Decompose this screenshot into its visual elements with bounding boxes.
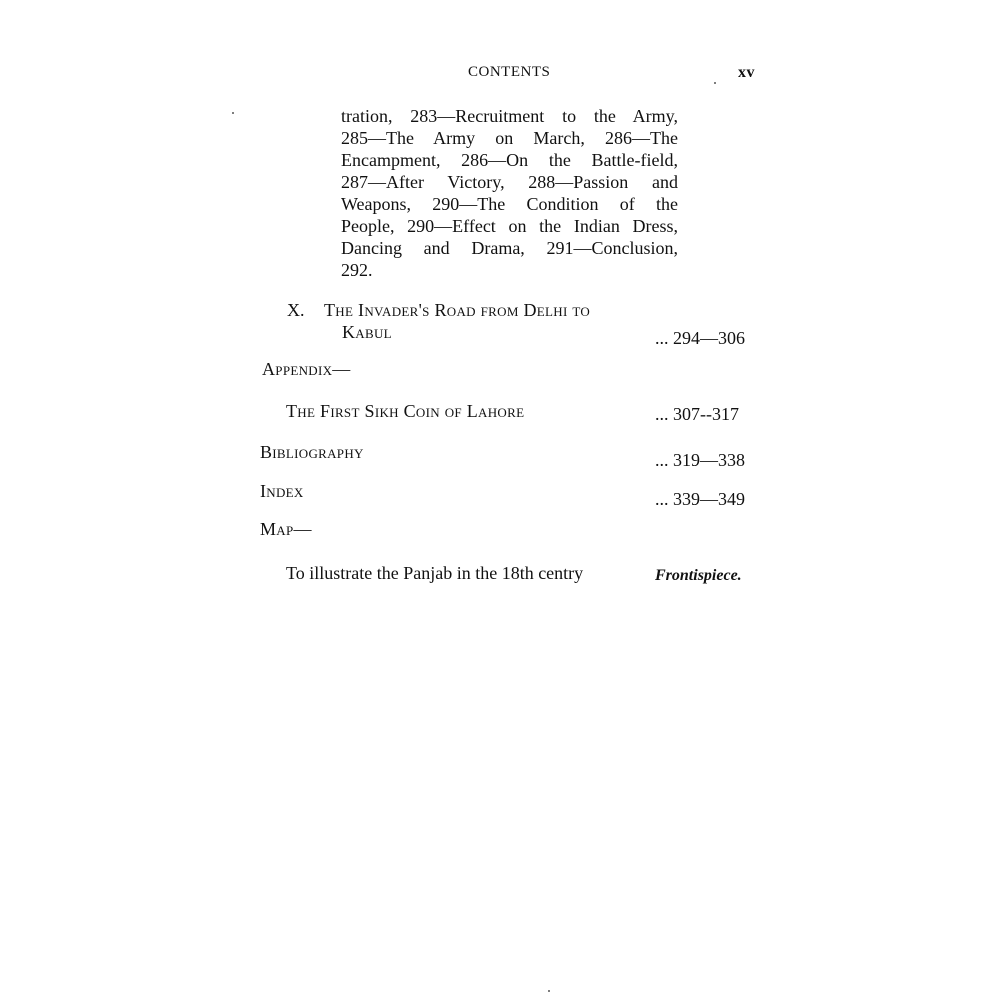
scan-speck	[714, 82, 716, 84]
paragraph-line: 285—The Army on March, 286—The	[341, 128, 678, 148]
paragraph-line: tration, 283—Recruitment to the Army,	[341, 106, 678, 126]
paragraph-line: Dancing and Drama, 291—Conclusion,	[341, 238, 678, 258]
appendix-heading: Appendix—	[262, 359, 351, 379]
page-title: CONTENTS	[468, 64, 551, 80]
bibliography-title: Bibliography	[260, 442, 364, 462]
chapter-pages: ... 294—306	[655, 328, 745, 348]
chapter-numeral: X.	[287, 300, 305, 320]
appendix-item-pages: ... 307--317	[655, 404, 739, 424]
chapter-title-line1: The Invader's Road from Delhi to	[324, 300, 591, 320]
map-item-pages: Frontispiece.	[655, 567, 742, 584]
map-item-title: To illustrate the Panjab in the 18th centry	[286, 563, 584, 583]
chapter-title-line2: Kabul	[342, 322, 392, 342]
index-title: Index	[260, 481, 304, 501]
scan-speck	[548, 990, 550, 992]
paragraph-line: 287—After Victory, 288—Passion and	[341, 172, 678, 192]
paragraph-line: Weapons, 290—The Condition of the	[341, 194, 678, 214]
paragraph-line: 292.	[341, 260, 373, 280]
index-pages: ... 339—349	[655, 489, 745, 509]
scan-speck	[232, 112, 234, 114]
chapter-summary-paragraph	[341, 105, 678, 281]
bibliography-pages: ... 319—338	[655, 450, 745, 470]
appendix-item-title: The First Sikh Coin of Lahore	[286, 401, 525, 421]
page-number: xv	[738, 64, 755, 81]
map-heading: Map—	[260, 519, 312, 539]
paragraph-line: Encampment, 286—On the Battle-field,	[341, 150, 678, 170]
paragraph-line: People, 290—Effect on the Indian Dress,	[341, 216, 678, 236]
